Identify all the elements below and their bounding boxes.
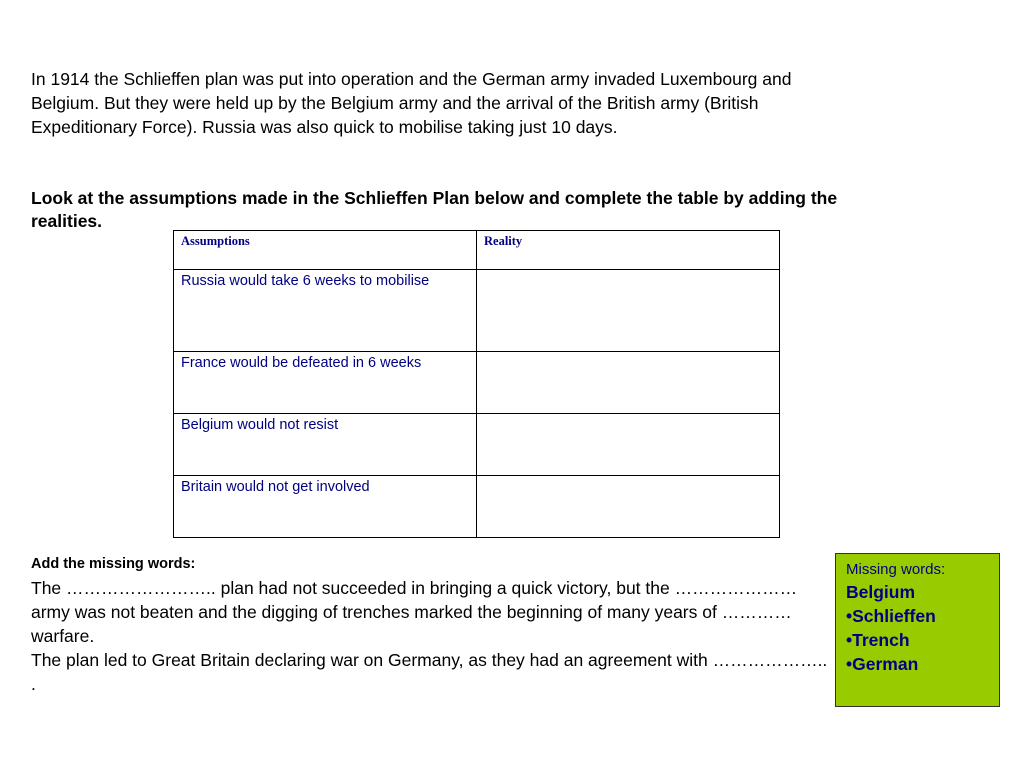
word-box-title: Missing words: xyxy=(846,561,946,578)
assumptions-table xyxy=(173,230,780,538)
assumption-cell: Russia would take 6 weeks to mobilise xyxy=(174,270,477,352)
reality-cell[interactable] xyxy=(477,270,780,352)
word-item-belgium: Belgium xyxy=(846,582,916,602)
reality-cell[interactable] xyxy=(477,352,780,414)
assumption-cell: Britain would not get involved xyxy=(174,476,477,538)
table-row xyxy=(174,414,780,476)
word-item-schlieffen: •Schlieffen xyxy=(846,606,936,626)
word-item-german: •German xyxy=(846,654,919,674)
table-row xyxy=(174,476,780,538)
missing-words-heading: Add the missing words: xyxy=(31,556,196,572)
instruction-text: Look at the assumptions made in the Schlieffen Plan below and complete the table by adding the realities. xyxy=(31,188,838,231)
intro-paragraph: In 1914 the Schlieffen plan was put into operation and the German army invaded Luxembourg and Belgium. But they were held up by the Belgium army and the arrival of the British army (British Expeditionary Force). Russia was also quick to mobilise taking just 10 days. xyxy=(31,69,792,137)
table-row xyxy=(174,352,780,414)
reality-cell[interactable] xyxy=(477,414,780,476)
assumption-cell: France would be defeated in 6 weeks xyxy=(174,352,477,414)
fill-in-line-1: The …………………….. plan had not succeeded in bringing a quick victory, but the ………………… army was not beaten and the digging of trenches marked the beginning of many years of ………… warfare. xyxy=(31,578,798,646)
missing-words-box xyxy=(835,553,1000,707)
word-item-trench: •Trench xyxy=(846,630,910,650)
header-reality: Reality xyxy=(477,231,780,270)
assumption-cell: Belgium would not resist xyxy=(174,414,477,476)
fill-in-paragraph xyxy=(31,576,836,696)
table-header-row xyxy=(174,231,780,270)
fill-in-line-2: The plan led to Great Britain declaring war on Germany, as they had an agreement with ……………….. . xyxy=(31,650,828,694)
header-assumptions: Assumptions xyxy=(174,231,477,270)
reality-cell[interactable] xyxy=(477,476,780,538)
table-row xyxy=(174,270,780,352)
